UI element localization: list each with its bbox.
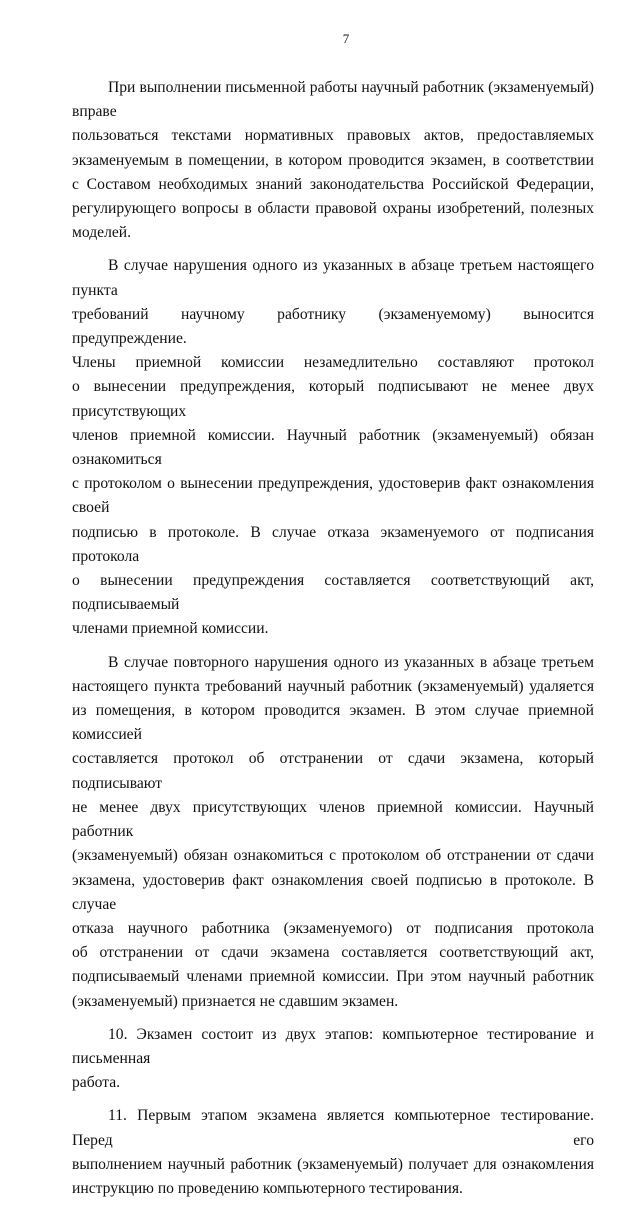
text-line: подписью в протоколе. В случае отказа экзаменуемого от подписания протокола — [72, 523, 594, 565]
text-line: экзаменуемым в помещении, в котором проводится экзамен, в соответствии — [72, 151, 594, 169]
text-line: В случае нарушения одного из указанных в абзаце третьем настоящего пункта — [72, 257, 594, 299]
page-number: 7 — [342, 31, 350, 46]
text-line: пользоваться текстами нормативных правовых актов, предоставляемых — [72, 127, 594, 145]
text-line: членов приемной комиссии. Научный работник (экзаменуемый) обязан ознакомиться — [72, 426, 594, 469]
text-line: составляется протокол об отстранении от сдачи экзамена, который подписывают — [72, 750, 594, 792]
text-line: о вынесении предупреждения, который подписывают не менее двух присутствующих — [72, 378, 594, 420]
text-line: об отстранении от сдачи экзамена составляется соответствующий акт, — [72, 944, 594, 962]
text-line: отказа научного работника (экзаменуемого) от подписания протокола — [72, 919, 594, 937]
paragraph — [72, 1104, 594, 1201]
text-line: членами приемной комиссии. — [72, 620, 269, 638]
text-line: не менее двух присутствующих членов приемной комиссии. Научный работник — [72, 798, 594, 841]
text-line: (экзаменуемый) обязан ознакомиться с протоколом об отстранении от сдачи — [72, 847, 594, 865]
text-line: регулирующего вопросы в области правовой охраны изобретений, полезных моделей. — [72, 200, 594, 242]
text-line: В случае повторного нарушения одного из указанных в абзаце третьем — [108, 653, 594, 671]
text-line: с Составом необходимых знаний законодательства Российской Федерации, — [72, 175, 594, 193]
text-line: о вынесении предупреждения составляется соответствующий акт, подписываемый — [72, 572, 594, 614]
text-line: 10. Экзамен состоит из двух этапов: компьютерное тестирование и письменная — [72, 1025, 594, 1067]
text-line: с протоколом о вынесении предупреждения, удостоверив факт ознакомления своей — [72, 475, 594, 517]
text-line: 11. Первым этапом экзамена является компьютерное тестирование. Перед его — [72, 1107, 594, 1149]
text-line: инструкцию по проведению компьютерного тестирования. — [72, 1179, 463, 1197]
text-line: подписываемый членами приемной комиссии. При этом научный работник — [72, 968, 594, 986]
document-body — [72, 76, 594, 1210]
text-line: требований научному работнику (экзаменуемому) выносится предупреждение. — [72, 305, 594, 348]
text-line: экзамена, удостоверив факт ознакомления своей подписью в протоколе. В случае — [72, 871, 594, 913]
text-line: Члены приемной комиссии незамедлительно составляют протокол — [72, 354, 594, 372]
text-line: При выполнении письменной работы научный работник (экзаменуемый) вправе — [72, 79, 594, 121]
paragraph — [72, 76, 594, 245]
text-line: настоящего пункта требований научный работник (экзаменуемый) удаляется — [72, 677, 594, 695]
text-line: работа. — [72, 1074, 121, 1092]
paragraph — [72, 1023, 594, 1096]
text-line: выполнением научный работник (экзаменуемый) получает для ознакомления — [72, 1155, 594, 1173]
paragraph — [72, 254, 594, 641]
text-line: из помещения, в котором проводится экзамен. В этом случае приемной комиссией — [72, 702, 594, 744]
text-line: (экзаменуемый) признается не сдавшим экзамен. — [72, 992, 399, 1010]
paragraph — [72, 651, 594, 1014]
